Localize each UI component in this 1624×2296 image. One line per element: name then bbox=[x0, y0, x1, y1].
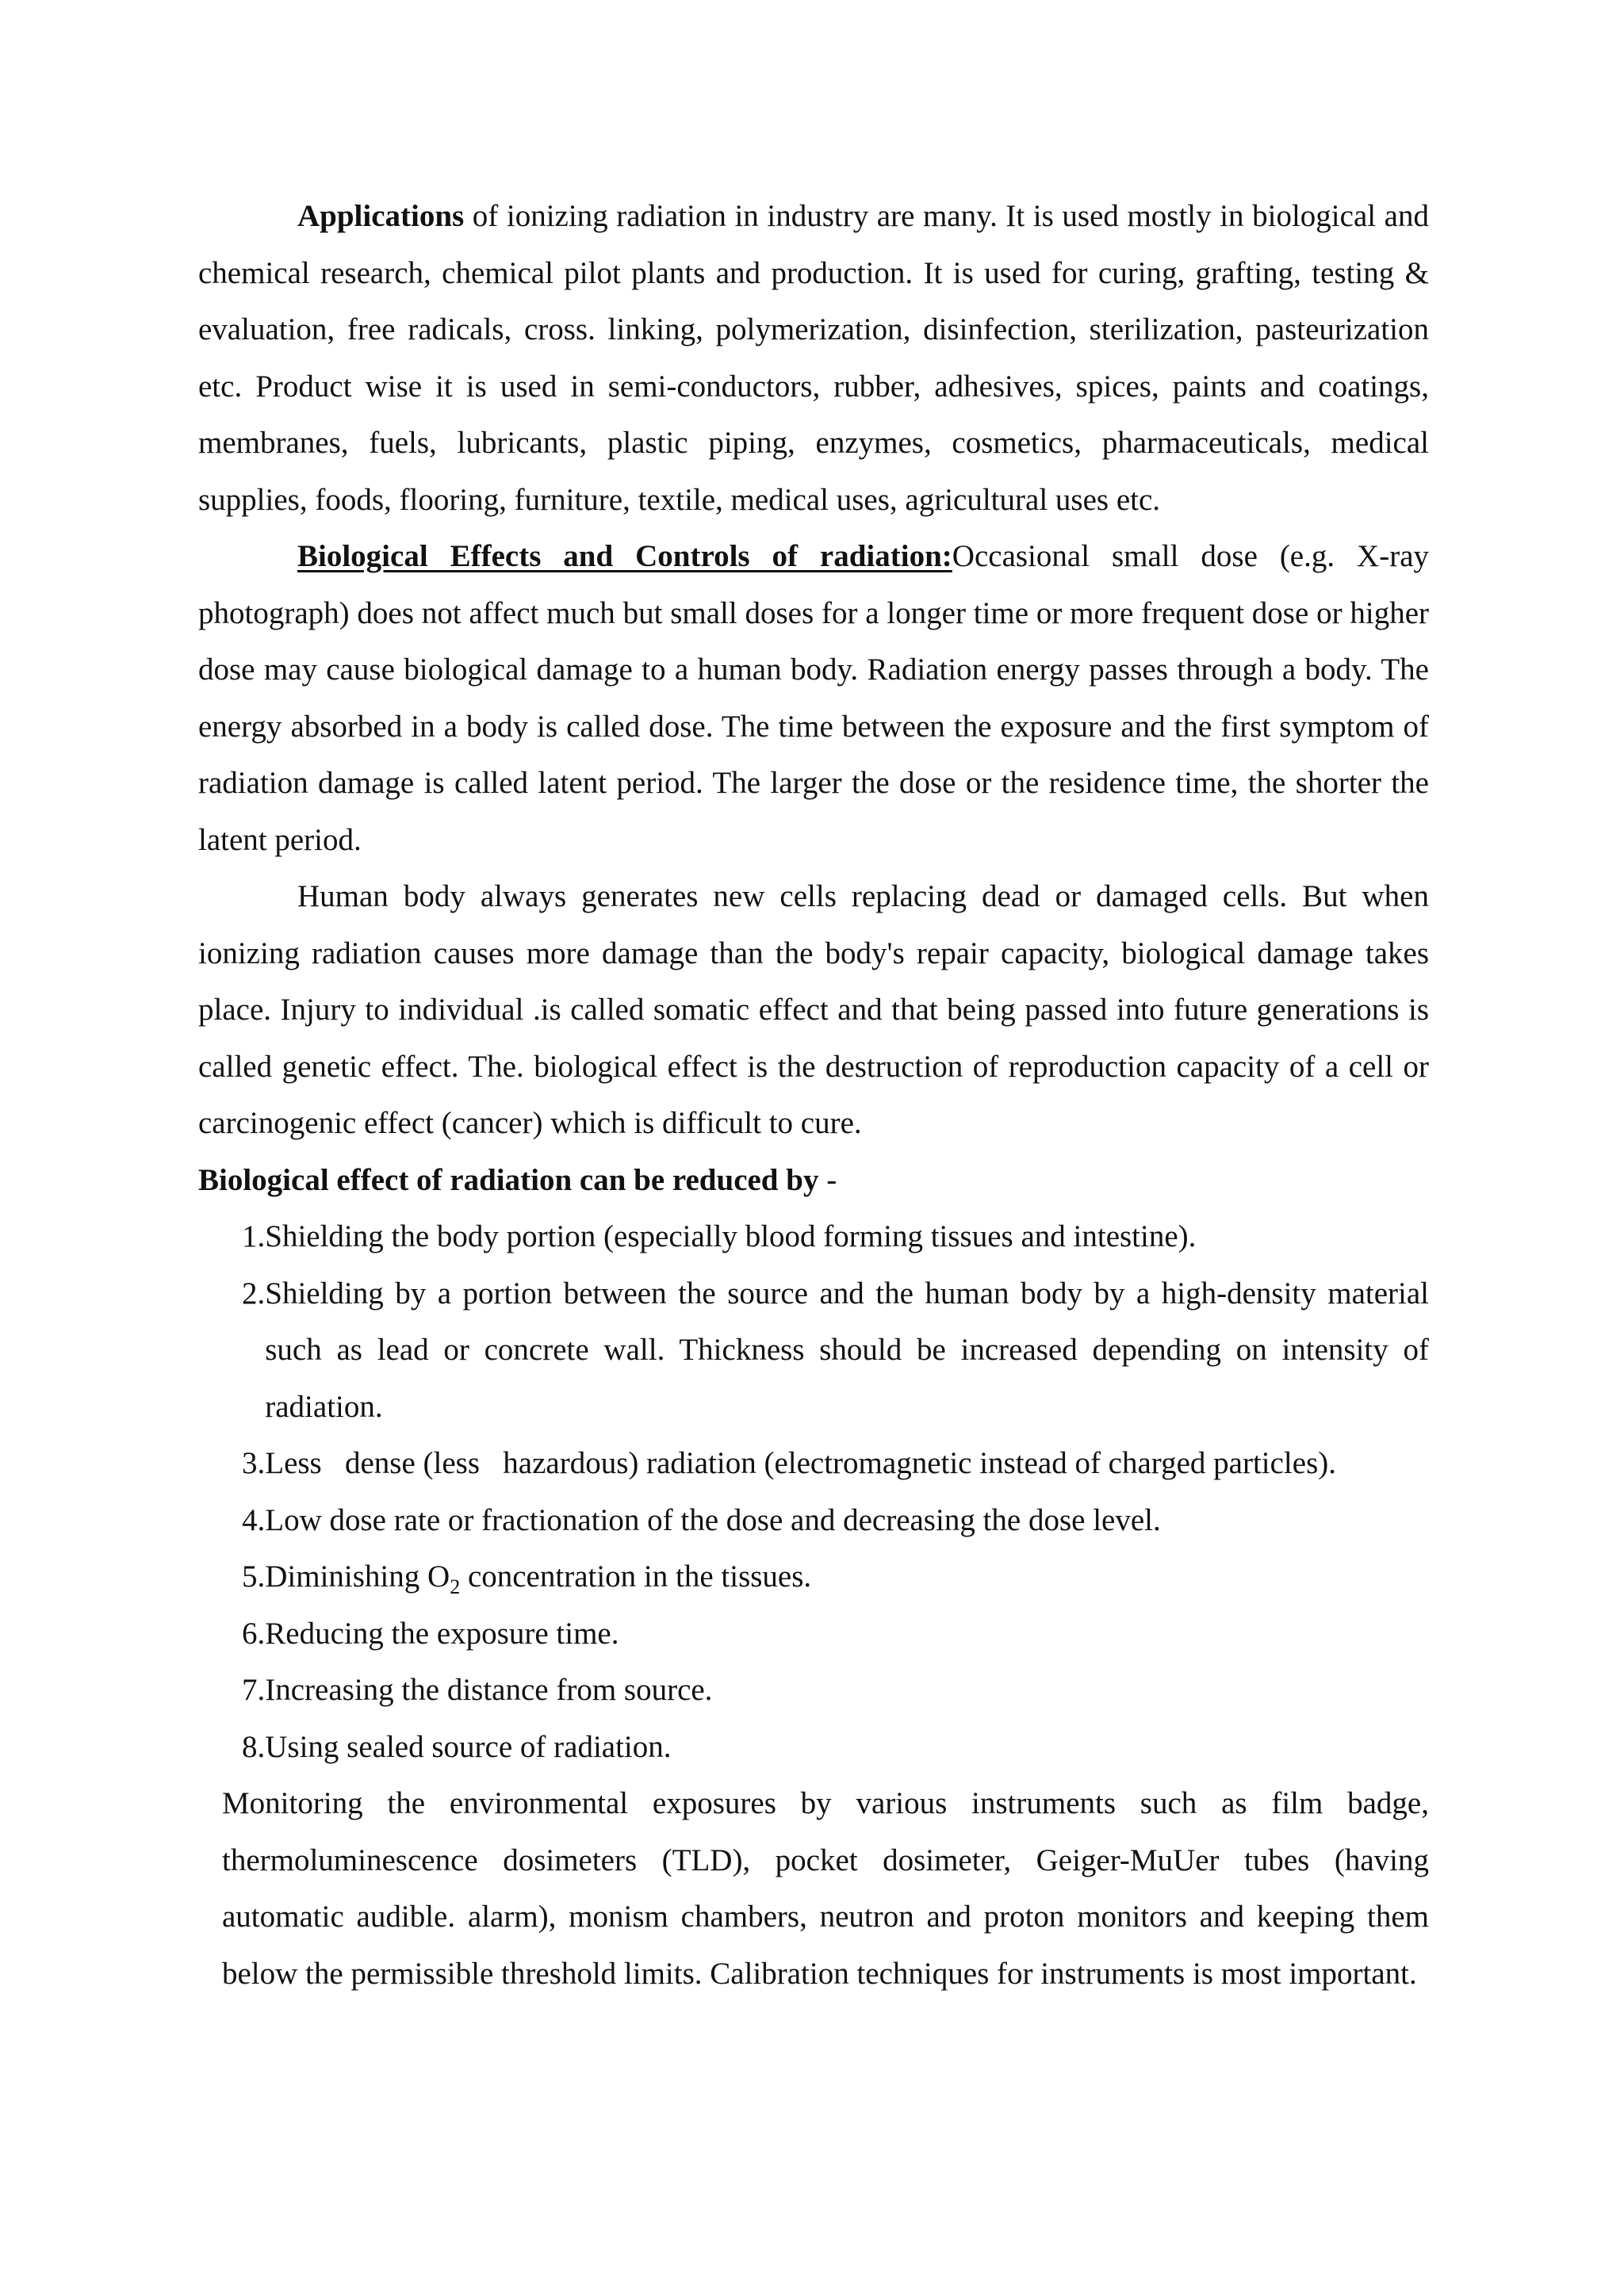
applications-lead-word: Applications bbox=[297, 199, 465, 233]
list-item-text: Low dose rate or fractionation of the dose and decreasing the dose level. bbox=[265, 1502, 1161, 1537]
list-item-text: Reducing the exposure time. bbox=[265, 1616, 619, 1651]
list-item bbox=[242, 1662, 1429, 1719]
list-item-text-after: concentration in the tissues. bbox=[460, 1559, 812, 1594]
list-item bbox=[242, 1435, 1429, 1492]
biological-effects-text: Occasional small dose (e.g. X-ray photograph) does not affect much but small doses for a longer time or more frequent dose or higher dose may cause biological damage to a human body. Radiation energy passes through a body. The energy absorbed in a body is called dose. The time between the exposure and the first symptom of radiation damage is called latent period. The larger the dose or the residence time, the shorter the latent period. bbox=[198, 539, 1429, 857]
monitoring-paragraph bbox=[222, 1775, 1429, 2002]
list-item-text: Using sealed source of radiation. bbox=[265, 1729, 672, 1764]
oxygen-subscript: 2 bbox=[450, 1575, 461, 1598]
list-item bbox=[242, 1719, 1429, 1776]
human-body-text: Human body always generates new cells replacing dead or damaged cells. But when ionizing radiation causes more damage than the body's repair capacity, biological damage takes place. Injury to individual .is called somatic effect and that being passed into future generations is called genetic effect. The. biological effect is the destruction of reproduction capacity of a cell or carcinogenic effect (cancer) which is difficult to cure. bbox=[198, 879, 1429, 1140]
list-item-text bbox=[265, 1548, 1429, 1605]
list-item-text-before: Diminishing O bbox=[265, 1559, 450, 1594]
list-item-number: 8. bbox=[242, 1729, 266, 1764]
list-item-number: 3. bbox=[242, 1446, 266, 1480]
applications-paragraph bbox=[198, 188, 1429, 528]
list-item-number: 4. bbox=[242, 1502, 266, 1537]
list-item bbox=[242, 1208, 1429, 1265]
list-item-number: 2. bbox=[242, 1276, 266, 1311]
list-item-text: Less dense (less hazardous) radiation (electromagnetic instead of charged particles). bbox=[265, 1446, 1336, 1480]
list-item-number: 5. bbox=[242, 1559, 266, 1594]
list-item-number: 7. bbox=[242, 1673, 266, 1707]
list-item bbox=[242, 1265, 1429, 1436]
list-item bbox=[242, 1605, 1429, 1663]
document-body bbox=[198, 188, 1429, 2002]
human-body-paragraph bbox=[198, 868, 1429, 1152]
biological-effects-heading: Biological Effects and Controls of radiation: bbox=[297, 539, 952, 573]
monitoring-text: Monitoring the environmental exposures by various instruments such as film badge, thermoluminescence dosimeters (TLD), pocket dosimeter, Geiger-MuUer tubes (having automatic audible. alarm), monism chambers, neutron and proton monitors and keeping them below the permissible threshold limits. Calibration techniques for instruments is most important. bbox=[222, 1786, 1429, 1991]
reduction-list-heading-suffix: - bbox=[818, 1162, 837, 1197]
list-item bbox=[242, 1548, 1429, 1605]
list-item-text: Shielding the body portion (especially blood forming tissues and intestine). bbox=[265, 1219, 1197, 1253]
reduction-list-heading-text: Biological effect of radiation can be reduced by bbox=[198, 1162, 819, 1197]
reduction-list-heading bbox=[198, 1152, 1429, 1209]
applications-text: of ionizing radiation in industry are many. It is used mostly in biological and chemical research, chemical pilot plants and production. It is used for curing, grafting, testing & evaluation, free radicals, cross. linking, polymerization, disinfection, sterilization, pasteurization etc. Product wise it is used in semi-conductors, rubber, adhesives, spices, paints and coatings, membranes, fuels, lubricants, plastic piping, enzymes, cosmetics, pharmaceuticals, medical supplies, foods, flooring, furniture, textile, medical uses, agricultural uses etc. bbox=[198, 199, 1429, 517]
list-item-text: Shielding by a portion between the source and the human body by a high-density material such as lead or concrete wall. Thickness should be increased depending on intensity of radiation. bbox=[265, 1276, 1429, 1424]
list-item-text: Increasing the distance from source. bbox=[265, 1673, 713, 1707]
biological-effects-paragraph bbox=[198, 528, 1429, 868]
list-item-number: 6. bbox=[242, 1616, 266, 1651]
list-item-number: 1. bbox=[242, 1219, 266, 1253]
reduction-list bbox=[198, 1208, 1429, 1775]
list-item bbox=[242, 1492, 1429, 1549]
